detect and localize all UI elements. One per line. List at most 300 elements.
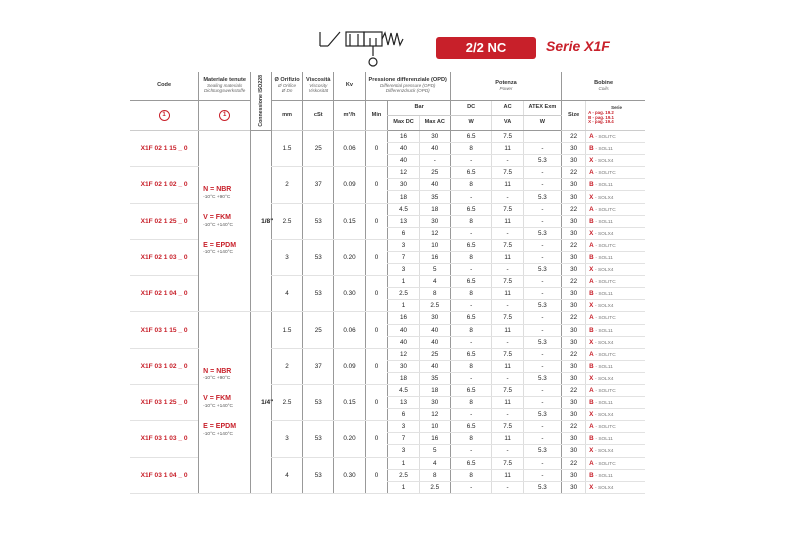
visc-value: 53 — [303, 421, 334, 457]
size-value: 30 — [562, 409, 586, 421]
size-value: 22 — [562, 203, 586, 215]
coil-series-letter: X — [589, 338, 594, 346]
table-row — [130, 131, 645, 143]
coil-name: - SOLX4 — [595, 485, 614, 491]
coil-cell — [586, 445, 645, 457]
dc-header: DC — [450, 101, 492, 116]
thread-size: 1/8" — [261, 131, 271, 312]
maxdc-value: 30 — [388, 360, 419, 372]
ac-value: 11 — [492, 288, 523, 300]
dc-value: 6.5 — [450, 203, 492, 215]
atex-value: - — [523, 179, 561, 191]
coil-name: - SOLX4 — [595, 449, 614, 455]
atex-value: - — [523, 421, 561, 433]
coil-cell — [586, 433, 645, 445]
ac-value: 11 — [492, 360, 523, 372]
atex-value: - — [523, 251, 561, 263]
coil-name: - SOLITC — [595, 171, 616, 177]
maxdc-value: 7 — [388, 433, 419, 445]
ac-value: 11 — [492, 433, 523, 445]
coil-name: - SOLITC — [595, 425, 616, 431]
atex-value: 5.3 — [523, 481, 561, 493]
coil-name: - SOLX4 — [595, 159, 614, 165]
table-row — [130, 312, 645, 324]
ac-value: 11 — [492, 469, 523, 481]
dc-value: - — [450, 227, 492, 239]
atex-value: - — [523, 397, 561, 409]
coil-cell — [586, 336, 645, 348]
ac-value: 11 — [492, 215, 523, 227]
atex-value: - — [523, 167, 561, 179]
ac-value: - — [492, 300, 523, 312]
ac-value: 7.5 — [492, 203, 523, 215]
atex-value: - — [523, 239, 561, 251]
atex-value: - — [523, 348, 561, 360]
maxac-value: 5 — [419, 445, 450, 457]
dc-value: - — [450, 336, 492, 348]
dc-value: 8 — [450, 143, 492, 155]
size-value: 22 — [562, 312, 586, 324]
orifice-value: 2.5 — [271, 203, 302, 239]
min-value: 0 — [365, 276, 388, 312]
maxac-value: 18 — [419, 203, 450, 215]
coil-name: - SOLITC — [595, 207, 616, 213]
ac-value: 11 — [492, 143, 523, 155]
size-value: 30 — [562, 215, 586, 227]
orifice-value: 4 — [271, 457, 302, 493]
coil-name: - SOL11 — [595, 328, 613, 334]
size-value: 30 — [562, 469, 586, 481]
atex-value: - — [523, 457, 561, 469]
coil-series-letter: X — [589, 374, 594, 382]
material-cell — [199, 312, 251, 493]
atex-value: 5.3 — [523, 155, 561, 167]
size-value: 30 — [562, 251, 586, 263]
coil-series-letter: B — [589, 145, 594, 153]
maxac-value: 40 — [419, 143, 450, 155]
size-value: 30 — [562, 143, 586, 155]
coil-name: - SOL11 — [595, 401, 613, 407]
visc-value: 25 — [303, 131, 334, 167]
visc-value: 37 — [303, 167, 334, 203]
ac-value: - — [492, 409, 523, 421]
atex-value: - — [523, 384, 561, 396]
unit-w: W — [450, 116, 492, 131]
maxac-value: 25 — [419, 167, 450, 179]
dc-value: 8 — [450, 251, 492, 263]
coil-name: - SOLITC — [595, 280, 616, 286]
maxdc-value: 1 — [388, 300, 419, 312]
ac-value: 7.5 — [492, 421, 523, 433]
maxac-value: 2.5 — [419, 300, 450, 312]
size-value: 30 — [562, 264, 586, 276]
connection-spacer — [251, 312, 261, 493]
ac-header: AC — [492, 101, 523, 116]
dc-value: - — [450, 264, 492, 276]
ac-value: 7.5 — [492, 167, 523, 179]
coil-cell — [586, 397, 645, 409]
size-value: 30 — [562, 433, 586, 445]
maxac-header: Max AC — [419, 116, 450, 131]
visc-value: 53 — [303, 384, 334, 420]
coil-cell — [586, 469, 645, 481]
coil-name: - SOL11 — [595, 473, 613, 479]
maxdc-value: 16 — [388, 131, 419, 143]
kv-value: 0.09 — [334, 167, 365, 203]
maxac-value: 30 — [419, 397, 450, 409]
coil-cell — [586, 227, 645, 239]
coil-series-letter: X — [589, 266, 594, 274]
coil-name: - SOL11 — [595, 364, 613, 370]
size-value: 30 — [562, 360, 586, 372]
coil-series-letter: A — [589, 169, 594, 177]
coil-cell — [586, 131, 645, 143]
coil-name: - SOL11 — [595, 219, 613, 225]
coil-cell — [586, 384, 645, 396]
min-value: 0 — [365, 167, 388, 203]
visc-value: 53 — [303, 239, 334, 275]
orifice-value: 1.5 — [271, 312, 302, 348]
visc-value: 53 — [303, 203, 334, 239]
maxdc-value: 1 — [388, 481, 419, 493]
connection-header: Connessione ISO228 — [251, 72, 272, 131]
kv-value: 0.06 — [334, 312, 365, 348]
dc-value: 6.5 — [450, 348, 492, 360]
size-value: 30 — [562, 155, 586, 167]
ac-value: 11 — [492, 397, 523, 409]
dc-value: - — [450, 155, 492, 167]
maxdc-value: 12 — [388, 348, 419, 360]
coil-cell — [586, 239, 645, 251]
maxac-value: 8 — [419, 288, 450, 300]
coil-cell — [586, 348, 645, 360]
maxac-value: 30 — [419, 312, 450, 324]
atex-value: - — [523, 312, 561, 324]
coil-series-letter: B — [589, 253, 594, 261]
maxac-value: 5 — [419, 264, 450, 276]
atex-value: - — [523, 276, 561, 288]
min-header: Min — [365, 101, 388, 131]
atex-value: - — [523, 469, 561, 481]
ac-value: - — [492, 191, 523, 203]
material-temp-range: -10°C +140°C — [203, 222, 233, 228]
connection-spacer — [251, 131, 261, 312]
coil-series-letter: B — [589, 290, 594, 298]
atex-value: 5.3 — [523, 227, 561, 239]
dc-value: 6.5 — [450, 167, 492, 179]
maxac-value: 16 — [419, 433, 450, 445]
atex-value: - — [523, 324, 561, 336]
min-value: 0 — [365, 384, 388, 420]
maxdc-value: 4.5 — [388, 384, 419, 396]
ac-value: 11 — [492, 251, 523, 263]
visc-value: 53 — [303, 276, 334, 312]
maxac-value: 35 — [419, 372, 450, 384]
maxdc-value: 7 — [388, 251, 419, 263]
orifice-value: 2.5 — [271, 384, 302, 420]
size-value: 30 — [562, 445, 586, 457]
ac-value: - — [492, 445, 523, 457]
dc-value: 6.5 — [450, 312, 492, 324]
dc-value: 6.5 — [450, 276, 492, 288]
material-temp-range: -10°C +140°C — [203, 431, 233, 437]
ac-value: - — [492, 227, 523, 239]
kv-value: 0.30 — [334, 276, 365, 312]
maxdc-value: 6 — [388, 409, 419, 421]
coil-series-letter: B — [589, 217, 594, 225]
ac-value: 7.5 — [492, 312, 523, 324]
coil-name: - SOLITC — [595, 135, 616, 141]
dc-value: 6.5 — [450, 421, 492, 433]
dc-value: - — [450, 372, 492, 384]
unit-w-atex: W — [523, 116, 561, 131]
size-value: 22 — [562, 276, 586, 288]
size-value: 30 — [562, 397, 586, 409]
spec-table — [130, 72, 645, 494]
maxac-value: 40 — [419, 336, 450, 348]
coil-name: - SOLITC — [595, 389, 616, 395]
maxac-value: 35 — [419, 191, 450, 203]
ac-value: 7.5 — [492, 131, 523, 143]
maxdc-value: 3 — [388, 445, 419, 457]
material-label: E = EPDM — [203, 422, 237, 430]
visc-value: 37 — [303, 348, 334, 384]
series-header: Serie A - pag. 19.2 B - pag. 19.1 X - pag. 19.4 — [586, 101, 645, 131]
size-value: 30 — [562, 481, 586, 493]
unit-m3h: m³/h — [334, 101, 365, 131]
kv-header: Kv — [334, 72, 365, 101]
coil-name: - SOLX4 — [595, 304, 614, 310]
coil-series-letter: X — [589, 229, 594, 237]
size-value: 22 — [562, 384, 586, 396]
ac-value: - — [492, 264, 523, 276]
maxac-value: 10 — [419, 239, 450, 251]
maxdc-value: 3 — [388, 264, 419, 276]
maxdc-value: 2.5 — [388, 469, 419, 481]
coil-series-letter: X — [589, 193, 594, 201]
coil-name: - SOLX4 — [595, 268, 614, 274]
maxac-value: 40 — [419, 179, 450, 191]
ac-value: - — [492, 372, 523, 384]
atex-value: - — [523, 360, 561, 372]
material-label: N = NBR — [203, 186, 232, 194]
size-value: 22 — [562, 421, 586, 433]
maxdc-value: 40 — [388, 324, 419, 336]
atex-value: - — [523, 288, 561, 300]
dc-value: 6.5 — [450, 457, 492, 469]
coil-series-letter: A — [589, 241, 594, 249]
coil-series-letter: B — [589, 399, 594, 407]
orifice-value: 4 — [271, 276, 302, 312]
maxac-value: - — [419, 155, 450, 167]
coil-series-letter: B — [589, 362, 594, 370]
coil-cell — [586, 167, 645, 179]
product-code: X1F 03 1 02 _ 0 — [130, 348, 199, 384]
maxdc-value: 18 — [388, 372, 419, 384]
series-title: Serie X1F — [546, 38, 610, 54]
dc-value: 8 — [450, 324, 492, 336]
ac-value: - — [492, 336, 523, 348]
maxdc-value: 4.5 — [388, 203, 419, 215]
ac-value: 11 — [492, 179, 523, 191]
product-code: X1F 03 1 25 _ 0 — [130, 384, 199, 420]
maxac-value: 2.5 — [419, 481, 450, 493]
coil-name: - SOLITC — [595, 243, 616, 249]
maxdc-value: 3 — [388, 421, 419, 433]
kv-value: 0.20 — [334, 239, 365, 275]
coil-cell — [586, 481, 645, 493]
size-value: 30 — [562, 179, 586, 191]
maxac-value: 25 — [419, 348, 450, 360]
dc-value: 6.5 — [450, 239, 492, 251]
unit-cst: cSt — [303, 101, 334, 131]
size-value: 30 — [562, 372, 586, 384]
min-value: 0 — [365, 239, 388, 275]
coil-name: - SOL11 — [595, 437, 613, 443]
maxac-value: 4 — [419, 276, 450, 288]
min-value: 0 — [365, 203, 388, 239]
coil-name: - SOLX4 — [595, 340, 614, 346]
ac-value: - — [492, 155, 523, 167]
coil-cell — [586, 179, 645, 191]
atex-value: 5.3 — [523, 336, 561, 348]
coil-series-letter: A — [589, 423, 594, 431]
coil-cell — [586, 300, 645, 312]
maxdc-value: 40 — [388, 336, 419, 348]
min-value: 0 — [365, 421, 388, 457]
product-code: X1F 02 1 04 _ 0 — [130, 276, 199, 312]
dc-value: 8 — [450, 397, 492, 409]
coil-cell — [586, 421, 645, 433]
maxdc-value: 12 — [388, 167, 419, 179]
coil-series-letter: X — [589, 411, 594, 419]
size-value: 30 — [562, 300, 586, 312]
coil-name: - SOLX4 — [595, 231, 614, 237]
coil-name: - SOLITC — [595, 461, 616, 467]
coil-series-letter: B — [589, 471, 594, 479]
coil-cell — [586, 264, 645, 276]
kv-value: 0.15 — [334, 384, 365, 420]
maxac-value: 8 — [419, 469, 450, 481]
size-value: 30 — [562, 336, 586, 348]
ac-value: 11 — [492, 324, 523, 336]
dc-value: 8 — [450, 288, 492, 300]
dc-value: 6.5 — [450, 131, 492, 143]
maxdc-value: 30 — [388, 179, 419, 191]
spec-table-container — [130, 72, 645, 544]
material-temp-range: -10°C +140°C — [203, 403, 233, 409]
coil-series-letter: A — [589, 314, 594, 322]
coil-cell — [586, 251, 645, 263]
size-value: 22 — [562, 457, 586, 469]
maxdc-value: 13 — [388, 397, 419, 409]
footnote-marker: 1 — [219, 110, 230, 121]
code-header: Code — [130, 72, 199, 101]
coil-cell — [586, 155, 645, 167]
size-value: 30 — [562, 227, 586, 239]
atex-value: 5.3 — [523, 445, 561, 457]
atex-value: - — [523, 215, 561, 227]
coil-cell — [586, 324, 645, 336]
coil-cell — [586, 276, 645, 288]
dc-value: - — [450, 481, 492, 493]
bar-header: Bar — [388, 101, 450, 116]
coil-series-letter: A — [589, 350, 594, 358]
coil-series-letter: A — [589, 133, 594, 141]
dc-value: 8 — [450, 469, 492, 481]
size-value: 30 — [562, 324, 586, 336]
orifice-header: Ø Orifizio Ø Orifice Ø Dn — [271, 72, 302, 101]
ac-value: 7.5 — [492, 384, 523, 396]
dc-value: 8 — [450, 215, 492, 227]
size-header: Size — [562, 101, 586, 131]
maxdc-value: 1 — [388, 276, 419, 288]
coil-series-letter: A — [589, 387, 594, 395]
material-label: V = FKM — [203, 213, 231, 221]
kv-value: 0.20 — [334, 421, 365, 457]
maxac-value: 16 — [419, 251, 450, 263]
material-header: Materiale tenute Sealing materials Dichtungswerkstoffe — [199, 72, 251, 101]
coil-cell — [586, 215, 645, 227]
size-value: 22 — [562, 239, 586, 251]
atex-value: - — [523, 203, 561, 215]
coil-series-letter: X — [589, 483, 594, 491]
coil-name: - SOL11 — [595, 183, 613, 189]
unit-va: VA — [492, 116, 523, 131]
opd-header: Pressione differenziale (OPD) Differential pressure (OPD) Differenzdruck (OPD) — [365, 72, 450, 101]
material-label: V = FKM — [203, 395, 231, 403]
atex-value: 5.3 — [523, 264, 561, 276]
coil-name: - SOLX4 — [595, 376, 614, 382]
ac-value: 7.5 — [492, 239, 523, 251]
maxdc-value: 13 — [388, 215, 419, 227]
visc-value: 53 — [303, 457, 334, 493]
size-value: 22 — [562, 131, 586, 143]
maxdc-value: 6 — [388, 227, 419, 239]
coil-series-letter: X — [589, 157, 594, 165]
maxac-value: 4 — [419, 457, 450, 469]
maxdc-value: 40 — [388, 155, 419, 167]
atex-value: 5.3 — [523, 409, 561, 421]
maxac-value: 10 — [419, 421, 450, 433]
size-value: 22 — [562, 167, 586, 179]
atex-header: ATEX Exm — [523, 101, 561, 116]
coil-name: - SOLITC — [595, 316, 616, 322]
coil-cell — [586, 312, 645, 324]
material-cell — [199, 131, 251, 312]
valve-type-badge: 2/2 NC — [436, 37, 536, 59]
product-code: X1F 02 1 02 _ 0 — [130, 167, 199, 203]
material-label: N = NBR — [203, 367, 232, 375]
atex-value: - — [523, 433, 561, 445]
product-code: X1F 02 1 15 _ 0 — [130, 131, 199, 167]
maxac-value: 40 — [419, 360, 450, 372]
dc-value: - — [450, 445, 492, 457]
atex-value: 5.3 — [523, 300, 561, 312]
ac-value: 7.5 — [492, 457, 523, 469]
coil-series-letter: B — [589, 435, 594, 443]
maxdc-value: 2.5 — [388, 288, 419, 300]
kv-value: 0.06 — [334, 131, 365, 167]
coil-name: - SOL11 — [595, 255, 613, 261]
maxac-value: 12 — [419, 227, 450, 239]
maxac-value: 12 — [419, 409, 450, 421]
min-value: 0 — [365, 457, 388, 493]
coil-cell — [586, 372, 645, 384]
size-value: 30 — [562, 288, 586, 300]
min-value: 0 — [365, 312, 388, 348]
valve-symbol-icon — [318, 22, 414, 70]
